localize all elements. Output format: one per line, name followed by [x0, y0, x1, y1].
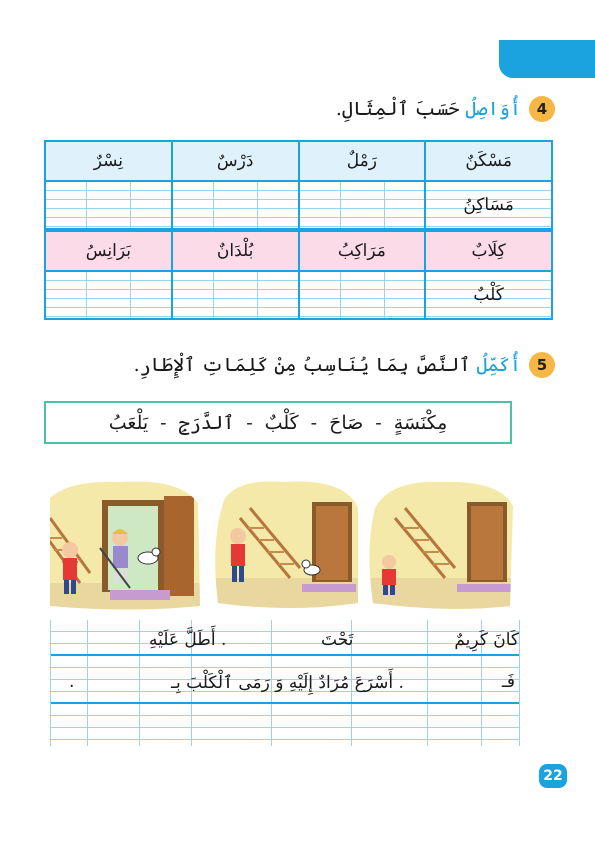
plural-table-1: [44, 140, 553, 230]
exercise-5-header: [134, 352, 555, 378]
text-fragment: .: [69, 672, 75, 692]
illustration-dog-scene: [210, 478, 360, 613]
answer-cell: [424, 182, 551, 228]
text-fragment: تَحْتَ: [321, 630, 354, 650]
answer-cell[interactable]: [46, 182, 171, 228]
chapter-tab: [499, 40, 595, 78]
answer-cell[interactable]: [171, 272, 298, 318]
writing-lines[interactable]: [50, 620, 520, 746]
text-fragment: فَـ: [501, 672, 515, 692]
writing-row: [46, 182, 551, 228]
word-bank-item: كَلْبٌ: [264, 411, 299, 434]
answer-cell[interactable]: [171, 182, 298, 228]
words-row: [46, 142, 551, 182]
answer-cell[interactable]: [298, 272, 425, 318]
answer-cell[interactable]: [46, 272, 171, 318]
word-bank-item: مِكْنَسَةٍ: [393, 411, 448, 434]
word-bank-item: ٱلدَّرَجِ: [178, 411, 235, 434]
word-cell: دَرْسٌ: [171, 142, 298, 180]
example-answer: مَسَاكِنُ: [463, 195, 514, 215]
exercise-number-badge: 4: [529, 96, 555, 122]
text-fragment: كَانَ كَرِيمٌ: [454, 630, 519, 650]
illustration-play-scene: [365, 478, 515, 613]
word-cell: بُلْدَانٌ: [171, 232, 298, 270]
instruction-verb: أُكَمِّلُ: [476, 354, 521, 376]
separator: -: [246, 411, 253, 434]
exercise-number-badge: 5: [529, 352, 555, 378]
word-bank-item: يَلْعَبُ: [108, 411, 149, 434]
exercise-5-instruction: [134, 354, 521, 376]
exercise-4-instruction: [336, 98, 521, 120]
separator: -: [310, 411, 318, 434]
instruction-verb: أُوَاصِلُ: [465, 98, 521, 120]
instruction-text: حَسَبَ ٱلْمِثَالِ.: [335, 98, 460, 120]
plural-table-2: [44, 230, 553, 320]
word-cell: نِسْرٌ: [93, 151, 124, 171]
page-number: 22: [539, 764, 567, 788]
instruction-text: ٱلنَّصَّ بِمَا يُنَاسِبُ مِنْ كَلِمَاتِ ٱلْإِطَارِ.: [133, 354, 471, 376]
answer-cell: [424, 272, 551, 318]
words-row: [46, 232, 551, 272]
separator: -: [160, 411, 167, 434]
word-cell: مَرَاكِبُ: [298, 232, 425, 270]
word-cell: رَمْلٌ: [298, 142, 425, 180]
writing-row: [46, 272, 551, 318]
text-fragment: . أَطَلَّ عَلَيْهِ: [149, 630, 227, 650]
exercise-4-header: [336, 96, 555, 122]
word-bank-item: صَاحَ: [329, 411, 364, 434]
example-answer: كَلْبٌ: [473, 285, 504, 305]
illustration-broom-scene: [40, 478, 200, 613]
word-cell: مَسْكَنٌ: [424, 142, 551, 180]
text-fragment: . أَسْرَعَ مُرَادٌ إِلَيْهِ وَ رَمَى ٱلْكَلْبَ بِـ: [171, 673, 404, 693]
word-cell: كِلَابٌ: [424, 232, 551, 270]
word-bank-frame: [44, 401, 512, 444]
answer-cell[interactable]: [298, 182, 425, 228]
word-cell: بَرَانِسُ: [85, 241, 131, 261]
story-illustrations: [40, 478, 515, 613]
separator: -: [375, 411, 382, 434]
